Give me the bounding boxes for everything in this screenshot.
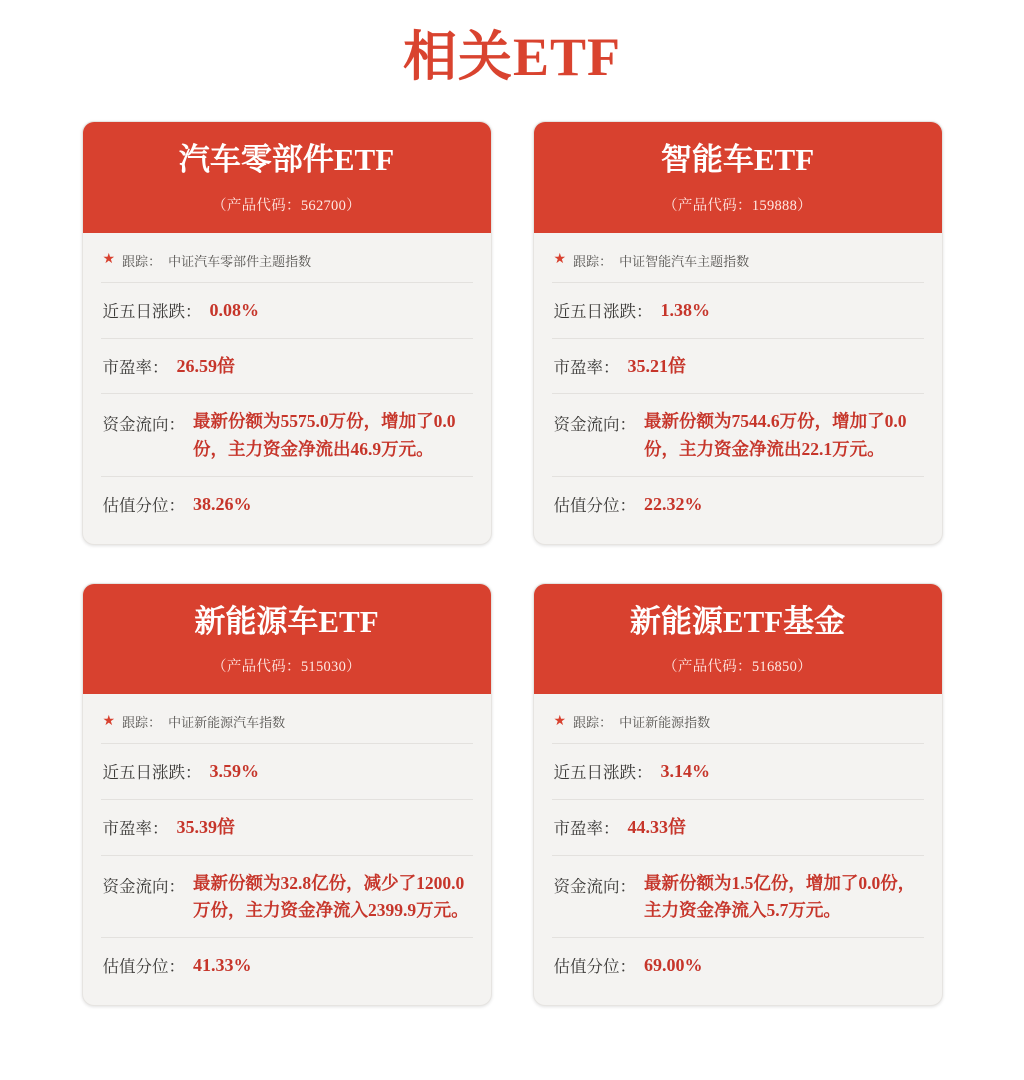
etf-card [533,583,943,1007]
etf-code-suffix: ） [346,197,361,214]
etf-valuation-value: 41.33% [193,955,252,976]
etf-card-body [83,694,491,1005]
etf-pe-label: 市盈率： [553,357,620,377]
etf-card [82,121,492,545]
etf-pe-value: 35.21倍 [627,355,686,376]
etf-flow-value: 最新份额为1.5亿份，增加了0.0份，主力资金净流入5.7万元。 [644,872,916,921]
etf-card [533,121,943,545]
etf-code-value: 515030 [300,659,347,676]
etf-flow-value: 最新份额为5575.0万份，增加了0.0份，主力资金净流出46.9万元。 [193,411,456,459]
etf-card-body [83,233,491,544]
etf-flow-row [552,856,924,938]
etf-pe-value: 35.39倍 [176,817,235,838]
etf-track-row [101,237,473,283]
etf-code-prefix: （产品代码： [663,659,752,676]
etf-code-suffix: ） [797,197,812,214]
page-title: 相关ETF [402,27,622,87]
etf-pe-value: 44.33倍 [627,817,686,838]
etf-name: 新能源车ETF [194,603,379,639]
etf-five-day-value: 3.14% [660,761,710,782]
etf-card [82,583,492,1007]
etf-five-day-value: 0.08% [209,299,259,320]
etf-valuation-label: 估值分位： [553,957,636,977]
etf-code [93,655,481,676]
etf-flow-label: 资金流向： [102,876,185,896]
etf-five-day-label: 近五日涨跌： [102,301,202,321]
etf-card-header [534,584,942,695]
etf-valuation-row [552,938,924,993]
etf-track-row [101,698,473,744]
etf-track-label: 跟踪： [573,715,613,731]
etf-name: 汽车零部件ETF [178,142,395,177]
etf-flow-value: 最新份额为32.8亿份，减少了1200.0万份，主力资金净流入2399.9万元。 [193,872,469,921]
etf-five-day-row [101,283,473,339]
etf-flow-label: 资金流向： [553,415,636,435]
star-icon: ★ [102,252,116,268]
star-icon: ★ [553,252,567,268]
etf-five-day-label: 近五日涨跌： [553,301,653,321]
etf-card-grid [0,121,1024,1006]
etf-track-row [552,698,924,744]
etf-pe-row [552,800,924,856]
etf-code-value: 562700 [300,197,347,214]
etf-code-value: 516850 [751,659,798,676]
etf-card-body [534,694,942,1005]
etf-valuation-value: 38.26% [193,493,252,514]
etf-valuation-row [101,477,473,532]
etf-code [93,194,481,215]
etf-track-label: 跟踪： [122,715,162,731]
etf-five-day-row [552,283,924,339]
etf-valuation-label: 估值分位： [102,495,185,515]
etf-flow-row [101,856,473,938]
etf-valuation-row [101,938,473,993]
etf-valuation-row [552,477,924,532]
etf-flow-row [101,394,473,476]
star-icon: ★ [553,713,567,729]
etf-code-prefix: （产品代码： [663,197,752,214]
etf-card-header [534,122,942,233]
etf-pe-label: 市盈率： [102,819,169,839]
etf-five-day-label: 近五日涨跌： [553,763,653,783]
etf-track-value: 中证新能源指数 [619,715,711,731]
etf-flow-label: 资金流向： [553,876,636,896]
etf-track-label: 跟踪： [122,253,162,269]
etf-card-header [83,584,491,695]
etf-track-value: 中证汽车零部件主题指数 [168,253,312,269]
etf-flow-label: 资金流向： [102,415,185,435]
etf-card-header [83,122,491,233]
etf-valuation-value: 22.32% [644,493,703,514]
etf-five-day-value: 3.59% [209,761,259,782]
etf-valuation-label: 估值分位： [102,957,185,977]
etf-valuation-value: 69.00% [644,955,703,976]
etf-valuation-label: 估值分位： [553,495,636,515]
etf-track-value: 中证智能汽车主题指数 [619,253,750,269]
etf-name: 新能源ETF基金 [629,603,846,639]
star-icon: ★ [102,713,116,729]
etf-card-body [534,233,942,544]
etf-pe-row [552,339,924,395]
etf-flow-value: 最新份额为7544.6万份，增加了0.0份，主力资金净流出22.1万元。 [644,411,907,459]
etf-flow-row [552,394,924,476]
etf-five-day-label: 近五日涨跌： [102,763,202,783]
etf-code-prefix: （产品代码： [212,197,301,214]
etf-pe-row [101,339,473,395]
etf-code-prefix: （产品代码： [212,659,301,676]
etf-track-row [552,237,924,283]
etf-code-suffix: ） [797,659,812,676]
etf-five-day-value: 1.38% [660,299,710,320]
etf-five-day-row [101,744,473,800]
etf-code [544,194,932,215]
etf-code-suffix: ） [346,659,361,676]
etf-pe-label: 市盈率： [553,819,620,839]
etf-pe-value: 26.59倍 [176,355,235,376]
etf-track-value: 中证新能源汽车指数 [168,715,286,731]
etf-code-value: 159888 [751,197,798,214]
etf-pe-label: 市盈率： [102,357,169,377]
etf-pe-row [101,800,473,856]
etf-track-label: 跟踪： [573,253,613,269]
etf-five-day-row [552,744,924,800]
etf-code [544,655,932,676]
etf-name: 智能车ETF [660,142,815,177]
